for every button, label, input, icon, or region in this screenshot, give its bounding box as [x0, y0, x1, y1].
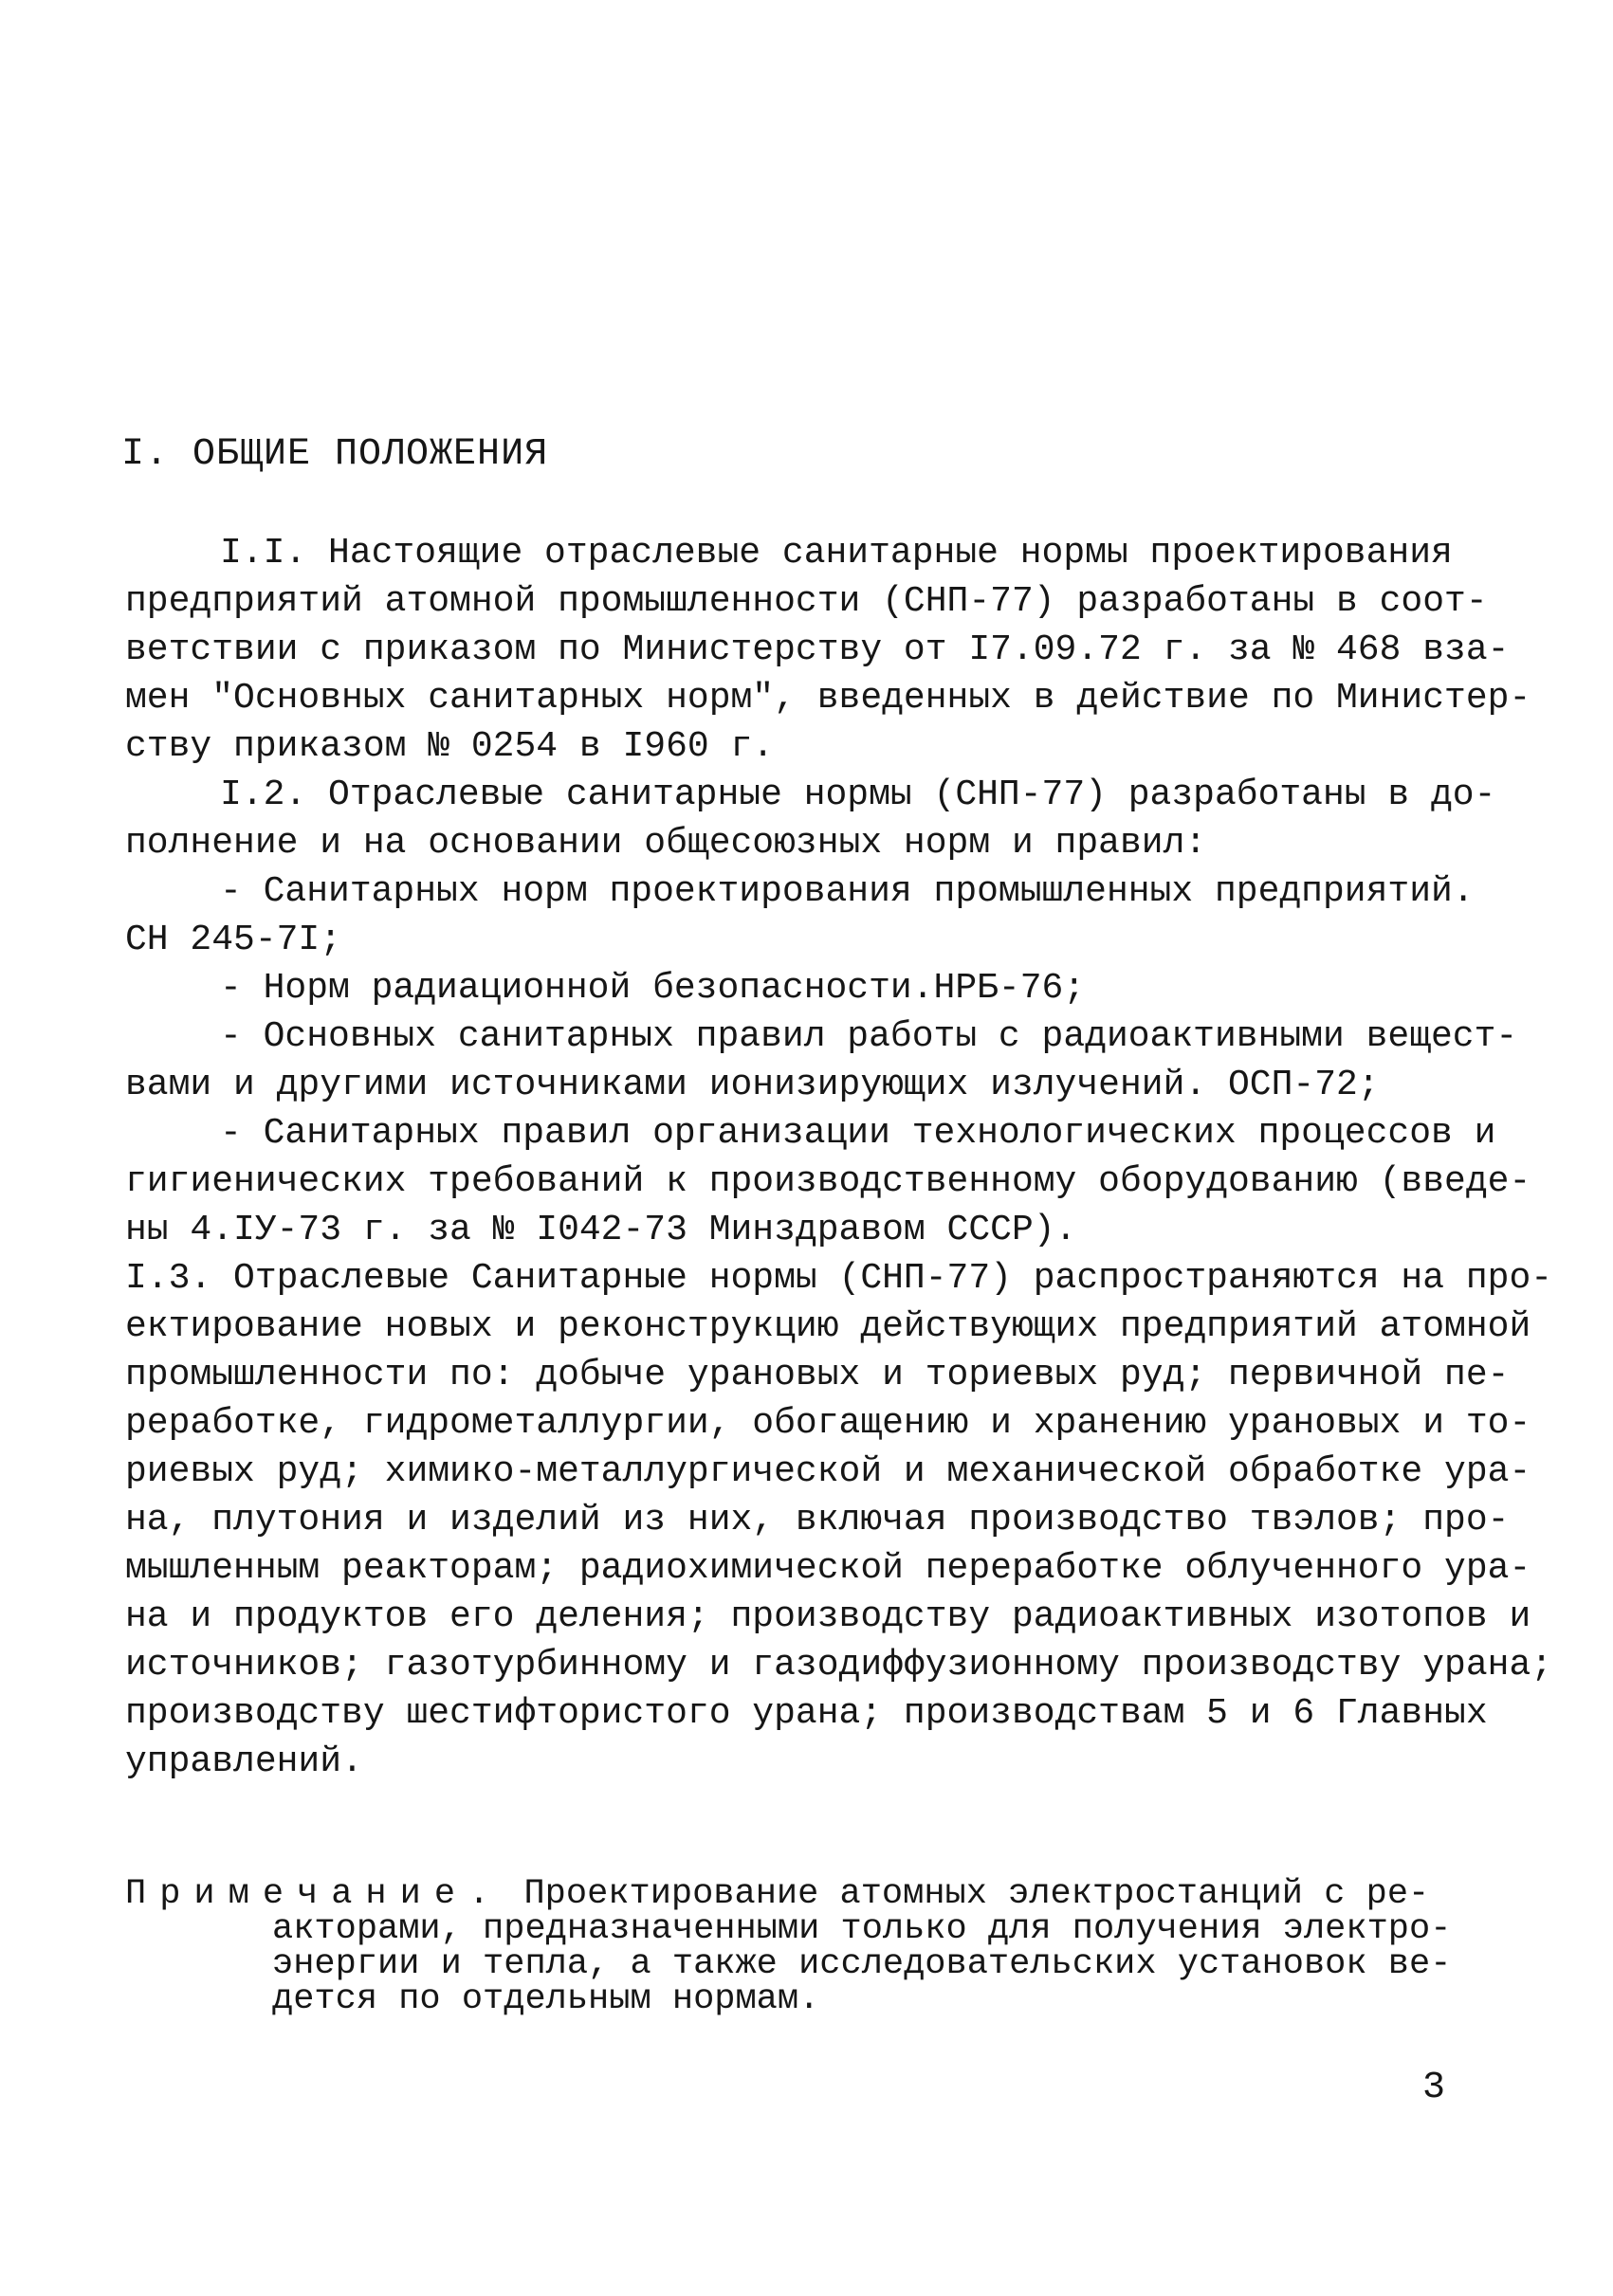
note-block	[125, 1874, 1491, 2019]
note-label: Примечание.	[125, 1874, 504, 1914]
list-item-line: вами и другими источниками ионизирующих излучений. ОСП-72;	[125, 1065, 1380, 1105]
body-text	[125, 529, 1553, 1786]
paragraph-1-3-line: источников; газотурбинному и газодиффузионному производству урана;	[125, 1645, 1553, 1686]
paragraph-1-1-line: предприятий атомной промышленности (СНП-77) разработаны в соот-	[125, 581, 1488, 622]
paragraph-1-3-line: на и продуктов его деления; производству радиоактивных изотопов и	[125, 1596, 1531, 1637]
list-item-line: - Санитарных норм проектирования промышленных предприятий.	[220, 871, 1475, 912]
page-number: 3	[1422, 2067, 1446, 2109]
note-line: дется по отдельным нормам.	[272, 1979, 820, 2019]
list-item-line: гигиенических требований к производственному оборудованию (введе-	[125, 1161, 1531, 1202]
paragraph-1-1-line: I.I. Настоящие отраслевые санитарные нормы проектирования	[220, 533, 1453, 574]
list-item-line: ны 4.IУ-73 г. за № I042-73 Минздравом СССР).	[125, 1210, 1077, 1250]
list-item-line: - Основных санитарных правил работы с радиоактивными вещест-	[220, 1016, 1518, 1057]
paragraph-1-2-line: I.2. Отраслевые санитарные нормы (СНП-77) разработаны в до-	[220, 774, 1496, 815]
paragraph-1-3-line: реработке, гидрометаллургии, обогащению и хранению урановых и то-	[125, 1403, 1531, 1444]
note-line: энергии и тепла, а также исследовательских установок ве-	[272, 1944, 1452, 1984]
paragraph-1-1-line: ветствии с приказом по Министерству от I7.09.72 г. за № 468 вза-	[125, 629, 1510, 670]
note-line: акторами, предназначенными только для получения электро-	[272, 1909, 1452, 1949]
section-title: I. ОБЩИЕ ПОЛОЖЕНИЯ	[121, 433, 549, 476]
paragraph-1-3-line: на, плутония и изделий из них, включая производство твэлов; про-	[125, 1500, 1510, 1540]
paragraph-1-3-line: производству шестифтористого урана; производствам 5 и 6 Главных	[125, 1693, 1488, 1734]
paragraph-1-3-line: промышленности по: добыче урановых и ториевых руд; первичной пе-	[125, 1355, 1510, 1395]
list-item-line: СН 245-7I;	[125, 920, 342, 960]
paragraph-1-3-line: мышленным реакторам; радиохимической переработке облученного ура-	[125, 1548, 1531, 1589]
paragraph-1-3-line: ектирование новых и реконструкцию действующих предприятий атомной	[125, 1306, 1531, 1347]
list-item-line: - Норм радиационной безопасности.НРБ-76;	[220, 968, 1086, 1009]
note-line: Проектирование атомных электростанций с ре-	[523, 1874, 1430, 1914]
list-item-line: - Санитарных правил организации технологических процессов и	[220, 1113, 1496, 1154]
paragraph-1-3-line: риевых руд; химико-металлургической и механической обработке ура-	[125, 1451, 1531, 1492]
paragraph-1-1-line: мен "Основных санитарных норм", введенных в действие по Министер-	[125, 678, 1531, 719]
paragraph-1-1-line: ству приказом № 0254 в I960 г.	[125, 726, 775, 767]
paragraph-1-2-line: полнение и на основании общесоюзных норм и правил:	[125, 823, 1207, 864]
paragraph-1-3-line: I.3. Отраслевые Санитарные нормы (СНП-77) распространяются на про-	[125, 1258, 1553, 1299]
note-first-line	[125, 1874, 1491, 1914]
paragraph-1-3-line: управлений.	[125, 1741, 363, 1782]
